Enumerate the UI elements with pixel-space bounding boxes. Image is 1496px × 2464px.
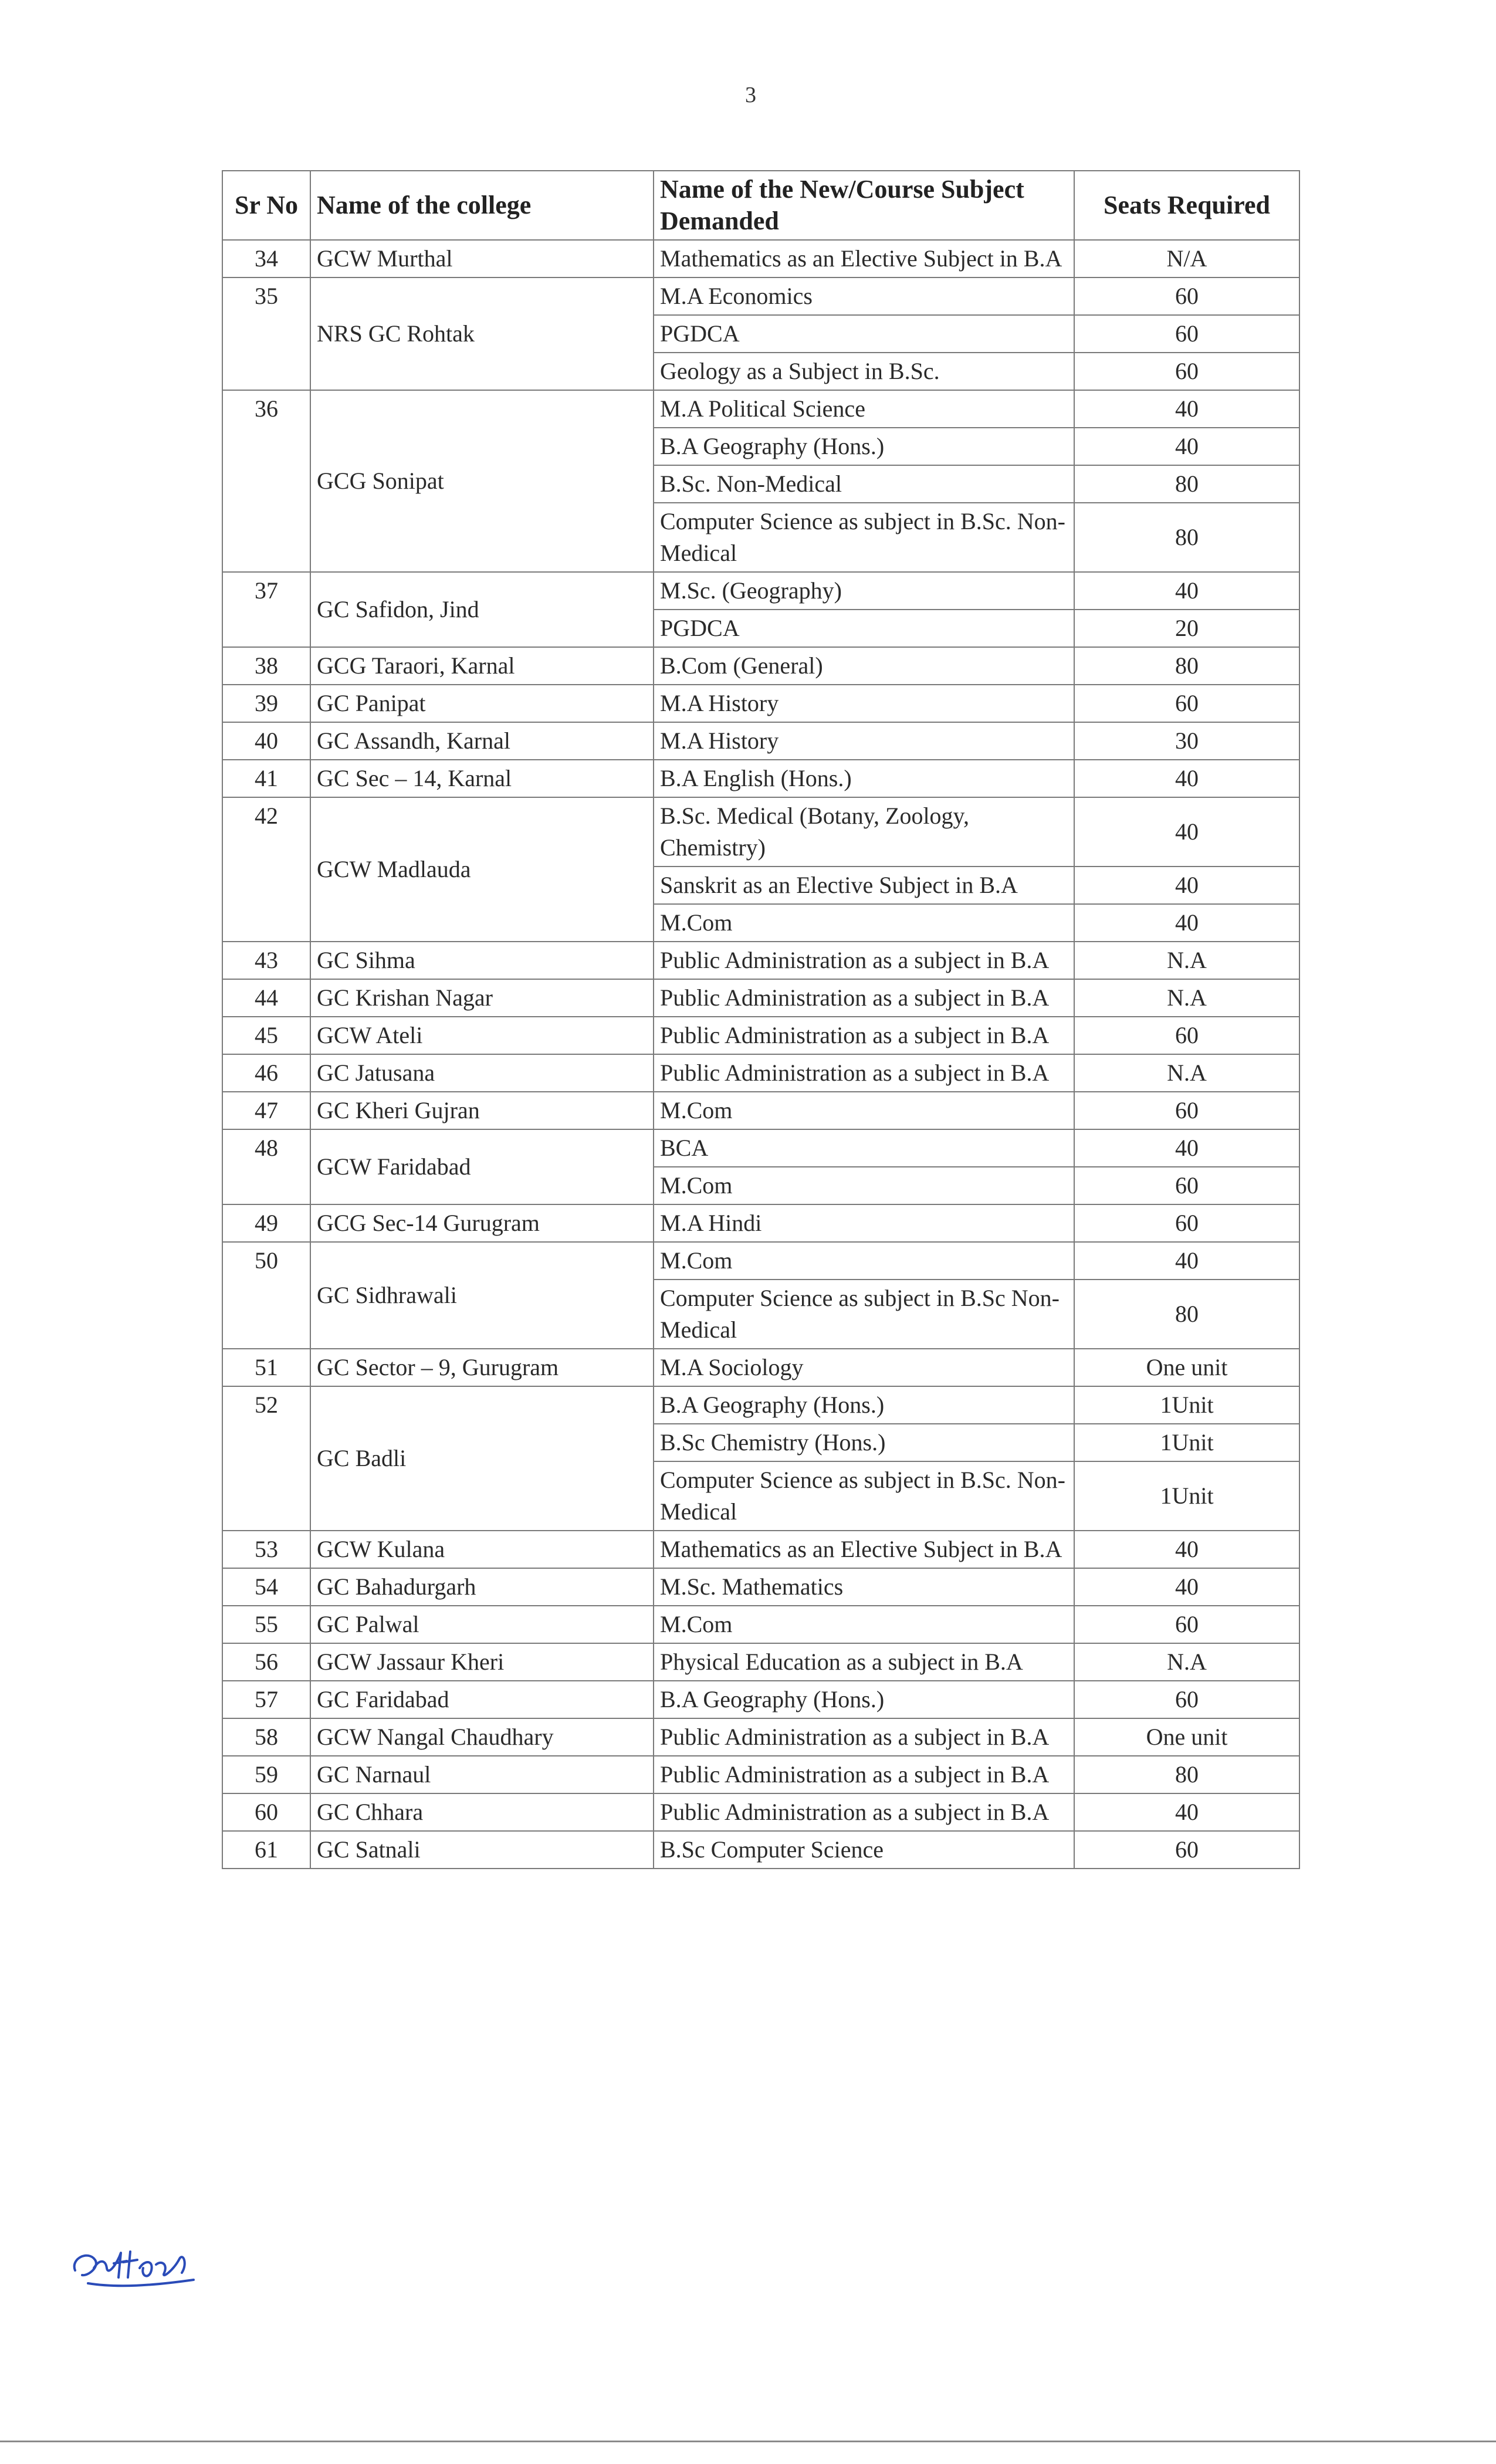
sr-no-cell: 41	[222, 760, 310, 797]
sr-no-cell: 51	[222, 1349, 310, 1386]
course-cell: M.A History	[654, 685, 1074, 722]
table-row	[222, 1129, 1299, 1167]
college-name-cell: GC Bahadurgarh	[310, 1568, 654, 1606]
course-cell: B.A Geography (Hons.)	[654, 1681, 1074, 1718]
college-name-cell: GC Sec – 14, Karnal	[310, 760, 654, 797]
sr-no-cell: 39	[222, 685, 310, 722]
table-row	[222, 1643, 1299, 1681]
course-cell: M.A History	[654, 722, 1074, 760]
sr-no-cell: 35	[222, 277, 310, 390]
table-row	[222, 572, 1299, 610]
table-row	[222, 1831, 1299, 1869]
seats-cell: 60	[1074, 1017, 1299, 1054]
seats-cell: 60	[1074, 1831, 1299, 1869]
college-name-cell: GC Assandh, Karnal	[310, 722, 654, 760]
sr-no-cell: 53	[222, 1531, 310, 1568]
seats-cell: 60	[1074, 353, 1299, 390]
sr-no-cell: 46	[222, 1054, 310, 1092]
header-seats-required: Seats Required	[1074, 171, 1299, 240]
table-row	[222, 1793, 1299, 1831]
seats-cell: 40	[1074, 1531, 1299, 1568]
course-cell: M.Com	[654, 904, 1074, 942]
course-cell: Computer Science as subject in B.Sc. Non-Medical	[654, 503, 1074, 572]
table-row	[222, 1568, 1299, 1606]
table-row	[222, 722, 1299, 760]
seats-cell: 40	[1074, 390, 1299, 428]
college-name-cell: GCW Madlauda	[310, 797, 654, 942]
table-row	[222, 1017, 1299, 1054]
college-name-cell: GC Jatusana	[310, 1054, 654, 1092]
seats-cell: 40	[1074, 1568, 1299, 1606]
seats-cell: 80	[1074, 465, 1299, 503]
table-row	[222, 1242, 1299, 1280]
sr-no-cell: 43	[222, 942, 310, 979]
seats-cell: 80	[1074, 1756, 1299, 1793]
college-name-cell: GCG Taraori, Karnal	[310, 647, 654, 685]
sr-no-cell: 40	[222, 722, 310, 760]
course-cell: B.Com (General)	[654, 647, 1074, 685]
table-row	[222, 277, 1299, 315]
course-cell: Public Administration as a subject in B.A	[654, 942, 1074, 979]
course-cell: BCA	[654, 1129, 1074, 1167]
page-number: 3	[745, 83, 756, 107]
table-row	[222, 942, 1299, 979]
sr-no-cell: 54	[222, 1568, 310, 1606]
table-header-row	[222, 171, 1299, 240]
college-name-cell: GC Satnali	[310, 1831, 654, 1869]
course-cell: M.Sc. (Geography)	[654, 572, 1074, 610]
college-name-cell: GC Faridabad	[310, 1681, 654, 1718]
sr-no-cell: 50	[222, 1242, 310, 1349]
seats-cell: N.A	[1074, 942, 1299, 979]
college-name-cell: GC Narnaul	[310, 1756, 654, 1793]
course-cell: B.A English (Hons.)	[654, 760, 1074, 797]
college-name-cell: GCG Sec-14 Gurugram	[310, 1204, 654, 1242]
seats-cell: 40	[1074, 1129, 1299, 1167]
seats-cell: One unit	[1074, 1718, 1299, 1756]
table-row	[222, 240, 1299, 277]
seats-cell: 80	[1074, 503, 1299, 572]
course-cell: Public Administration as a subject in B.A	[654, 1718, 1074, 1756]
seats-cell: 60	[1074, 315, 1299, 353]
course-cell: Geology as a Subject in B.Sc.	[654, 353, 1074, 390]
sr-no-cell: 42	[222, 797, 310, 942]
college-name-cell: NRS GC Rohtak	[310, 277, 654, 390]
signature	[65, 2229, 211, 2294]
course-cell: Computer Science as subject in B.Sc. Non-Medical	[654, 1461, 1074, 1531]
table-row	[222, 1531, 1299, 1568]
sr-no-cell: 56	[222, 1643, 310, 1681]
course-cell: M.Sc. Mathematics	[654, 1568, 1074, 1606]
college-name-cell: GCW Kulana	[310, 1531, 654, 1568]
sr-no-cell: 47	[222, 1092, 310, 1129]
seats-cell: 80	[1074, 1280, 1299, 1349]
course-cell: B.A Geography (Hons.)	[654, 1386, 1074, 1424]
course-cell: B.Sc Chemistry (Hons.)	[654, 1424, 1074, 1461]
seats-cell: 60	[1074, 1681, 1299, 1718]
college-name-cell: GC Safidon, Jind	[310, 572, 654, 647]
course-cell: M.A Economics	[654, 277, 1074, 315]
seats-cell: N.A	[1074, 979, 1299, 1017]
seats-cell: One unit	[1074, 1349, 1299, 1386]
seats-cell: 40	[1074, 867, 1299, 904]
course-cell: M.Com	[654, 1167, 1074, 1204]
sr-no-cell: 38	[222, 647, 310, 685]
seats-cell: 40	[1074, 572, 1299, 610]
course-cell: Physical Education as a subject in B.A	[654, 1643, 1074, 1681]
college-name-cell: GC Krishan Nagar	[310, 979, 654, 1017]
sr-no-cell: 60	[222, 1793, 310, 1831]
seats-cell: 40	[1074, 1242, 1299, 1280]
footer-rule	[0, 2441, 1496, 2442]
course-cell: Public Administration as a subject in B.A	[654, 979, 1074, 1017]
seats-cell: 40	[1074, 797, 1299, 867]
college-name-cell: GCG Sonipat	[310, 390, 654, 572]
course-cell: Public Administration as a subject in B.A	[654, 1054, 1074, 1092]
course-cell: Public Administration as a subject in B.A	[654, 1017, 1074, 1054]
table-row	[222, 685, 1299, 722]
course-cell: M.A Hindi	[654, 1204, 1074, 1242]
sr-no-cell: 45	[222, 1017, 310, 1054]
seats-cell: N.A	[1074, 1054, 1299, 1092]
header-college-name: Name of the college	[310, 171, 654, 240]
table-row	[222, 1756, 1299, 1793]
table-row	[222, 979, 1299, 1017]
table-row	[222, 1606, 1299, 1643]
seats-cell: 80	[1074, 647, 1299, 685]
course-cell: PGDCA	[654, 610, 1074, 647]
seats-cell: 20	[1074, 610, 1299, 647]
seats-cell: 60	[1074, 685, 1299, 722]
table-row	[222, 390, 1299, 428]
sr-no-cell: 49	[222, 1204, 310, 1242]
seats-cell: 60	[1074, 1606, 1299, 1643]
header-course-demanded: Name of the New/Course Subject Demanded	[654, 171, 1074, 240]
course-cell: PGDCA	[654, 315, 1074, 353]
college-courses-table	[222, 170, 1300, 1869]
table-row	[222, 1204, 1299, 1242]
college-name-cell: GC Kheri Gujran	[310, 1092, 654, 1129]
table-row	[222, 1054, 1299, 1092]
table-row	[222, 1092, 1299, 1129]
table-body	[222, 240, 1299, 1869]
seats-cell: 1Unit	[1074, 1424, 1299, 1461]
seats-cell: 60	[1074, 1204, 1299, 1242]
course-cell: Mathematics as an Elective Subject in B.A	[654, 1531, 1074, 1568]
seats-cell: 40	[1074, 1793, 1299, 1831]
table-row	[222, 1349, 1299, 1386]
seats-cell: 30	[1074, 722, 1299, 760]
table-row	[222, 647, 1299, 685]
college-name-cell: GCW Faridabad	[310, 1129, 654, 1204]
sr-no-cell: 59	[222, 1756, 310, 1793]
course-cell: Public Administration as a subject in B.A	[654, 1793, 1074, 1831]
seats-cell: 1Unit	[1074, 1461, 1299, 1531]
sr-no-cell: 34	[222, 240, 310, 277]
table-row	[222, 1681, 1299, 1718]
seats-cell: 40	[1074, 760, 1299, 797]
course-cell: Public Administration as a subject in B.A	[654, 1756, 1074, 1793]
seats-cell: 40	[1074, 428, 1299, 465]
college-name-cell: GC Badli	[310, 1386, 654, 1531]
sr-no-cell: 44	[222, 979, 310, 1017]
course-cell: M.A Sociology	[654, 1349, 1074, 1386]
college-name-cell: GCW Nangal Chaudhary	[310, 1718, 654, 1756]
course-cell: M.Com	[654, 1242, 1074, 1280]
seats-cell: 1Unit	[1074, 1386, 1299, 1424]
seats-cell: N.A	[1074, 1643, 1299, 1681]
table-row	[222, 1386, 1299, 1424]
seats-cell: N/A	[1074, 240, 1299, 277]
college-name-cell: GCW Ateli	[310, 1017, 654, 1054]
course-cell: M.A Political Science	[654, 390, 1074, 428]
course-cell: Sanskrit as an Elective Subject in B.A	[654, 867, 1074, 904]
course-cell: Computer Science as subject in B.Sc Non-Medical	[654, 1280, 1074, 1349]
seats-cell: 60	[1074, 1167, 1299, 1204]
college-name-cell: GC Chhara	[310, 1793, 654, 1831]
course-cell: B.A Geography (Hons.)	[654, 428, 1074, 465]
course-cell: B.Sc Computer Science	[654, 1831, 1074, 1869]
sr-no-cell: 61	[222, 1831, 310, 1869]
table-row	[222, 797, 1299, 867]
sr-no-cell: 37	[222, 572, 310, 647]
course-cell: M.Com	[654, 1092, 1074, 1129]
college-name-cell: GCW Murthal	[310, 240, 654, 277]
course-cell: M.Com	[654, 1606, 1074, 1643]
header-sr-no: Sr No	[222, 171, 310, 240]
seats-cell: 60	[1074, 277, 1299, 315]
sr-no-cell: 58	[222, 1718, 310, 1756]
college-name-cell: GC Panipat	[310, 685, 654, 722]
sr-no-cell: 57	[222, 1681, 310, 1718]
table-row	[222, 760, 1299, 797]
college-name-cell: GCW Jassaur Kheri	[310, 1643, 654, 1681]
college-name-cell: GC Sihma	[310, 942, 654, 979]
seats-cell: 60	[1074, 1092, 1299, 1129]
table-row	[222, 1718, 1299, 1756]
sr-no-cell: 48	[222, 1129, 310, 1204]
college-name-cell: GC Palwal	[310, 1606, 654, 1643]
college-name-cell: GC Sidhrawali	[310, 1242, 654, 1349]
sr-no-cell: 36	[222, 390, 310, 572]
seats-cell: 40	[1074, 904, 1299, 942]
course-cell: B.Sc. Non-Medical	[654, 465, 1074, 503]
college-name-cell: GC Sector – 9, Gurugram	[310, 1349, 654, 1386]
course-cell: Mathematics as an Elective Subject in B.A	[654, 240, 1074, 277]
sr-no-cell: 55	[222, 1606, 310, 1643]
sr-no-cell: 52	[222, 1386, 310, 1531]
course-cell: B.Sc. Medical (Botany, Zoology, Chemistry)	[654, 797, 1074, 867]
